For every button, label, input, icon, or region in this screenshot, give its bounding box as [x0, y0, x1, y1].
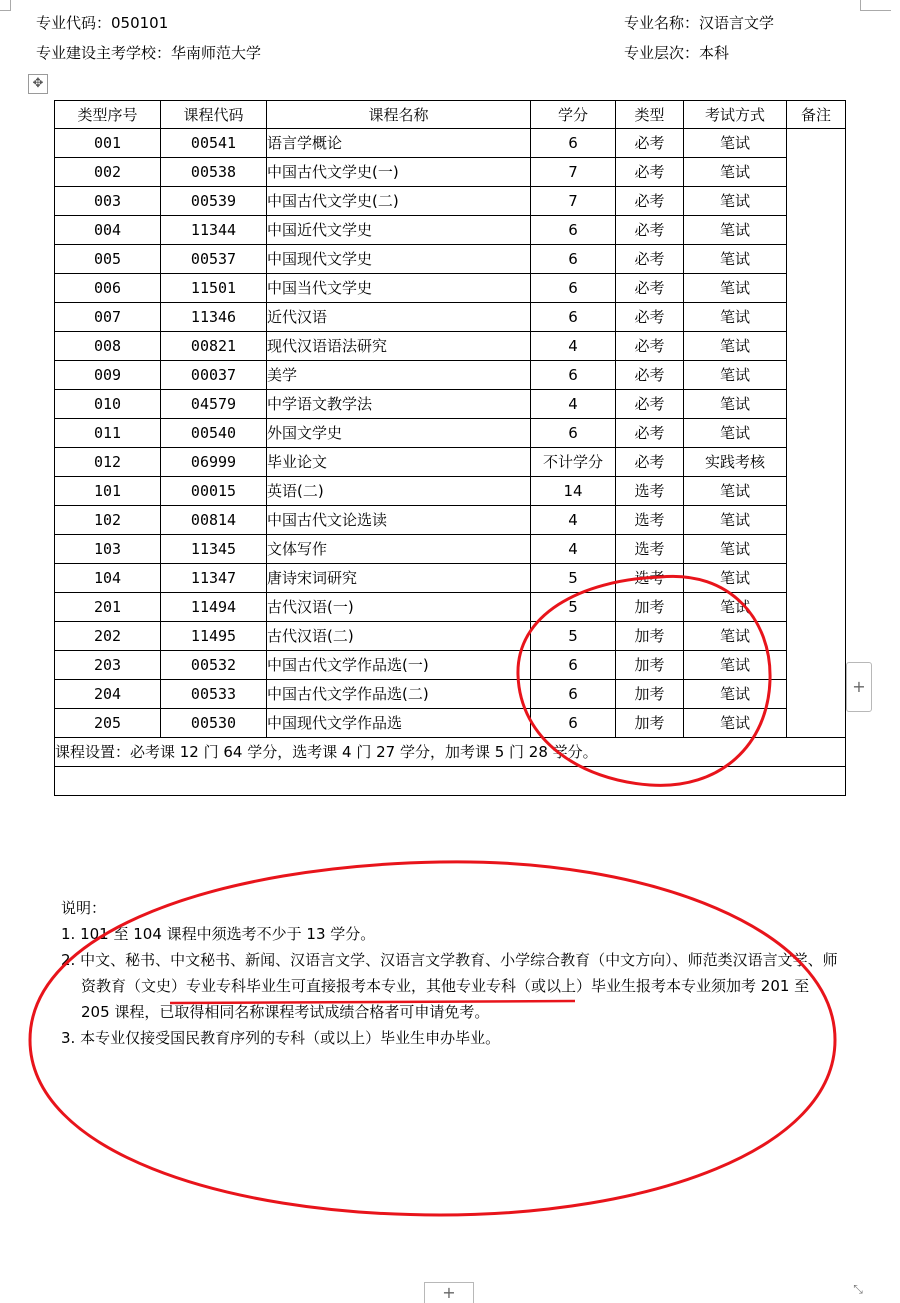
type-no-cell: 007	[55, 303, 161, 332]
category-cell: 必考	[616, 390, 684, 419]
exam-method-cell: 笔试	[684, 274, 787, 303]
credits-cell: 7	[531, 158, 616, 187]
table-resize-handle-icon[interactable]: ⤡	[853, 1282, 863, 1296]
col-header-type-no: 类型序号	[55, 101, 161, 129]
course-name-cell: 中国近代文学史	[267, 216, 531, 245]
table-header-row	[55, 101, 846, 129]
table-row	[55, 303, 846, 332]
credits-cell: 不计学分	[531, 448, 616, 477]
category-cell: 必考	[616, 448, 684, 477]
note-item-3: 3. 本专业仅接受国民教育序列的专科（或以上）毕业生申办毕业。	[61, 1029, 501, 1047]
category-cell: 必考	[616, 216, 684, 245]
type-no-cell: 104	[55, 564, 161, 593]
type-no-cell: 103	[55, 535, 161, 564]
course-name-cell: 外国文学史	[267, 419, 531, 448]
table-row	[55, 245, 846, 274]
table-row	[55, 680, 846, 709]
course-code-cell: 11347	[161, 564, 267, 593]
type-no-cell: 008	[55, 332, 161, 361]
major-level: 专业层次：本科	[624, 44, 730, 62]
course-name-cell: 美学	[267, 361, 531, 390]
type-no-cell: 102	[55, 506, 161, 535]
major-code: 专业代码：050101	[36, 14, 169, 32]
course-table	[54, 100, 846, 1047]
exam-method-cell: 笔试	[684, 622, 787, 651]
table-row	[55, 709, 846, 738]
credits-cell: 4	[531, 506, 616, 535]
exam-method-cell: 笔试	[684, 390, 787, 419]
course-code-cell: 00015	[161, 477, 267, 506]
course-name-cell: 中学语文教学法	[267, 390, 531, 419]
credits-cell: 6	[531, 651, 616, 680]
table-row	[55, 274, 846, 303]
credits-cell: 7	[531, 187, 616, 216]
course-code-cell: 00539	[161, 187, 267, 216]
category-cell: 必考	[616, 187, 684, 216]
type-no-cell: 006	[55, 274, 161, 303]
host-school: 专业建设主考学校：华南师范大学	[36, 44, 262, 62]
credits-cell: 6	[531, 303, 616, 332]
type-no-cell: 201	[55, 593, 161, 622]
exam-method-cell: 笔试	[684, 129, 787, 158]
credits-cell: 5	[531, 564, 616, 593]
course-name-cell: 古代汉语(二)	[267, 622, 531, 651]
course-code-cell: 00541	[161, 129, 267, 158]
category-cell: 选考	[616, 564, 684, 593]
course-code-cell: 00530	[161, 709, 267, 738]
type-no-cell: 101	[55, 477, 161, 506]
exam-method-cell: 笔试	[684, 564, 787, 593]
exam-method-cell: 笔试	[684, 506, 787, 535]
course-code-cell: 00814	[161, 506, 267, 535]
course-name-cell: 古代汉语(一)	[267, 593, 531, 622]
course-name-cell: 中国现代文学作品选	[267, 709, 531, 738]
remarks-cell	[787, 129, 846, 738]
type-no-cell: 205	[55, 709, 161, 738]
credits-cell: 6	[531, 361, 616, 390]
table-row	[55, 593, 846, 622]
table-row	[55, 506, 846, 535]
category-cell: 选考	[616, 535, 684, 564]
note-item-2: 2. 中文、秘书、中文秘书、新闻、汉语言文学、汉语言文学教育、小学综合教育（中文方向）、师范类汉语言文学、师资教育（文史）专业专科毕业生可直接报考本专业，其他专业专科（或以上）毕业生报考本专业须加考 201 至 205 课程，已取得相同名称课程考试成绩合格者可申请免考。	[61, 951, 838, 1021]
add-column-button[interactable]: +	[846, 662, 872, 712]
course-name-cell: 文体写作	[267, 535, 531, 564]
col-header-credits: 学分	[531, 101, 616, 129]
credits-cell: 4	[531, 390, 616, 419]
course-code-cell: 11346	[161, 303, 267, 332]
course-code-cell: 00821	[161, 332, 267, 361]
course-code-cell: 00037	[161, 361, 267, 390]
course-code-cell: 00532	[161, 651, 267, 680]
table-row	[55, 332, 846, 361]
exam-method-cell: 笔试	[684, 303, 787, 332]
credits-cell: 6	[531, 419, 616, 448]
table-row	[55, 564, 846, 593]
credits-cell: 5	[531, 622, 616, 651]
note-item-1: 1. 101 至 104 课程中须选考不少于 13 学分。	[61, 925, 376, 943]
col-header-course-code: 课程代码	[161, 101, 267, 129]
course-name-cell: 近代汉语	[267, 303, 531, 332]
course-code-cell: 00538	[161, 158, 267, 187]
add-row-button[interactable]: +	[424, 1282, 474, 1303]
type-no-cell: 202	[55, 622, 161, 651]
course-name-cell: 中国现代文学史	[267, 245, 531, 274]
exam-method-cell: 笔试	[684, 651, 787, 680]
notes-block	[61, 895, 841, 1051]
table-row	[55, 419, 846, 448]
type-no-cell: 004	[55, 216, 161, 245]
course-name-cell: 中国古代文学作品选(二)	[267, 680, 531, 709]
exam-method-cell: 笔试	[684, 680, 787, 709]
exam-method-cell: 笔试	[684, 709, 787, 738]
category-cell: 必考	[616, 332, 684, 361]
table-row	[55, 622, 846, 651]
course-summary: 课程设置：必考课 12 门 64 学分，选考课 4 门 27 学分，加考课 5 门 28 学分。	[55, 738, 846, 767]
table-row	[55, 158, 846, 187]
type-no-cell: 003	[55, 187, 161, 216]
notes-cell	[55, 767, 846, 1047]
table-row	[55, 129, 846, 158]
table-row	[55, 390, 846, 419]
course-name-cell: 毕业论文	[267, 448, 531, 477]
category-cell: 加考	[616, 680, 684, 709]
type-no-cell: 005	[55, 245, 161, 274]
category-cell: 必考	[616, 158, 684, 187]
major-name: 专业名称：汉语言文学	[624, 14, 775, 32]
course-name-cell: 中国古代文学史(一)	[267, 158, 531, 187]
course-code-cell: 00537	[161, 245, 267, 274]
exam-method-cell: 笔试	[684, 332, 787, 361]
course-code-cell: 00533	[161, 680, 267, 709]
course-code-cell: 11494	[161, 593, 267, 622]
exam-method-cell: 笔试	[684, 419, 787, 448]
exam-method-cell: 笔试	[684, 593, 787, 622]
credits-cell: 6	[531, 245, 616, 274]
category-cell: 必考	[616, 419, 684, 448]
notes-row	[55, 767, 846, 796]
page-corner-mark-right	[860, 0, 891, 11]
table-row	[55, 448, 846, 477]
table-row	[55, 187, 846, 216]
course-name-cell: 唐诗宋词研究	[267, 564, 531, 593]
type-no-cell: 002	[55, 158, 161, 187]
category-cell: 选考	[616, 506, 684, 535]
credits-cell: 6	[531, 274, 616, 303]
type-no-cell: 001	[55, 129, 161, 158]
course-name-cell: 中国古代文学史(二)	[267, 187, 531, 216]
category-cell: 必考	[616, 129, 684, 158]
type-no-cell: 203	[55, 651, 161, 680]
course-name-cell: 中国当代文学史	[267, 274, 531, 303]
credits-cell: 14	[531, 477, 616, 506]
category-cell: 加考	[616, 709, 684, 738]
summary-row	[55, 738, 846, 767]
course-code-cell: 06999	[161, 448, 267, 477]
exam-method-cell: 笔试	[684, 158, 787, 187]
credits-cell: 6	[531, 709, 616, 738]
category-cell: 必考	[616, 361, 684, 390]
exam-method-cell: 笔试	[684, 216, 787, 245]
exam-method-cell: 笔试	[684, 187, 787, 216]
table-row	[55, 651, 846, 680]
exam-method-cell: 笔试	[684, 361, 787, 390]
col-header-remarks: 备注	[787, 101, 846, 129]
course-name-cell: 中国古代文学作品选(一)	[267, 651, 531, 680]
type-no-cell: 012	[55, 448, 161, 477]
exam-method-cell: 笔试	[684, 477, 787, 506]
credits-cell: 4	[531, 332, 616, 361]
exam-method-cell: 笔试	[684, 535, 787, 564]
course-code-cell: 11495	[161, 622, 267, 651]
category-cell: 选考	[616, 477, 684, 506]
category-cell: 必考	[616, 303, 684, 332]
table-row	[55, 477, 846, 506]
category-cell: 加考	[616, 651, 684, 680]
table-row	[55, 361, 846, 390]
course-code-cell: 11344	[161, 216, 267, 245]
type-no-cell: 011	[55, 419, 161, 448]
category-cell: 必考	[616, 274, 684, 303]
course-name-cell: 英语(二)	[267, 477, 531, 506]
category-cell: 必考	[616, 245, 684, 274]
credits-cell: 5	[531, 593, 616, 622]
credits-cell: 6	[531, 129, 616, 158]
notes-title: 说明：	[61, 899, 107, 917]
course-name-cell: 语言学概论	[267, 129, 531, 158]
table-row	[55, 535, 846, 564]
course-code-cell: 04579	[161, 390, 267, 419]
col-header-category: 类型	[616, 101, 684, 129]
type-no-cell: 009	[55, 361, 161, 390]
page-corner-mark-left	[0, 0, 11, 11]
course-code-cell: 11345	[161, 535, 267, 564]
course-code-cell: 00540	[161, 419, 267, 448]
course-name-cell: 中国古代文论选读	[267, 506, 531, 535]
type-no-cell: 010	[55, 390, 161, 419]
table-row	[55, 216, 846, 245]
course-code-cell: 11501	[161, 274, 267, 303]
col-header-exam-method: 考试方式	[684, 101, 787, 129]
credits-cell: 6	[531, 216, 616, 245]
course-name-cell: 现代汉语语法研究	[267, 332, 531, 361]
category-cell: 加考	[616, 622, 684, 651]
table-move-handle-icon[interactable]: ✥	[28, 74, 48, 94]
col-header-course-name: 课程名称	[267, 101, 531, 129]
exam-method-cell: 实践考核	[684, 448, 787, 477]
exam-method-cell: 笔试	[684, 245, 787, 274]
category-cell: 加考	[616, 593, 684, 622]
credits-cell: 6	[531, 680, 616, 709]
type-no-cell: 204	[55, 680, 161, 709]
credits-cell: 4	[531, 535, 616, 564]
